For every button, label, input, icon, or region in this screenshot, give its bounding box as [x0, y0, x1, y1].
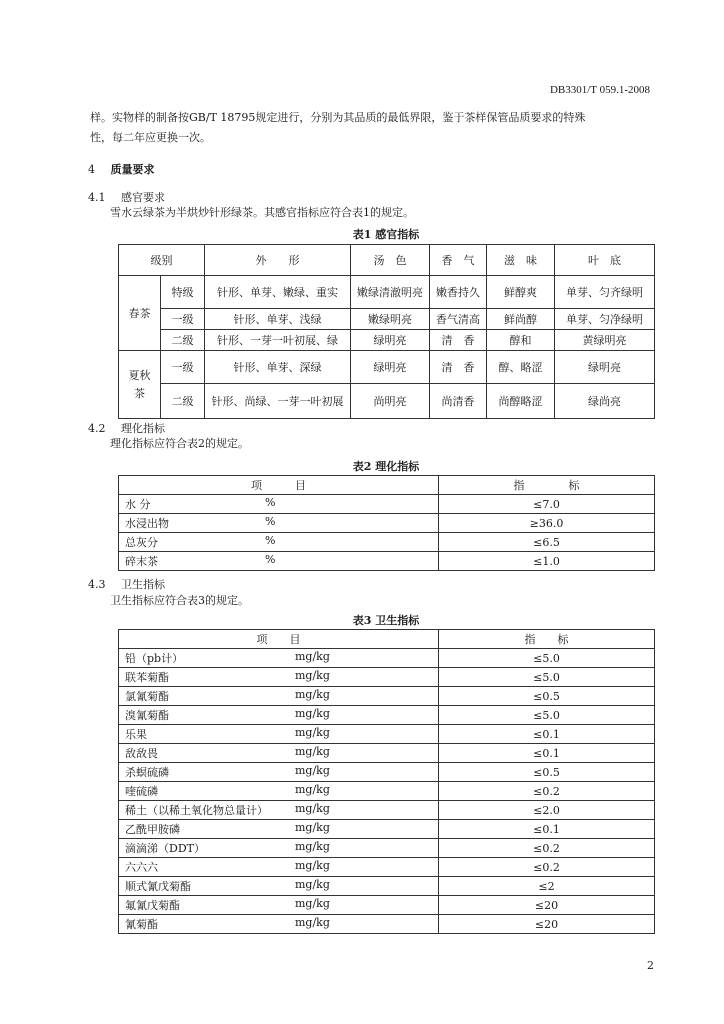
- item-name: 杀螟硫磷: [125, 766, 169, 779]
- value-cell: ≤0.1: [439, 744, 655, 763]
- header-cell: 外 形: [205, 245, 351, 276]
- table-2-caption: 表2 理化指标: [352, 460, 420, 473]
- item-cell: [119, 668, 439, 687]
- unit: mg/kg: [295, 707, 330, 720]
- item-name: 顺式氰戊菊酯: [125, 880, 191, 893]
- table-cell: 针形、尚绿、一芽一叶初展: [205, 384, 351, 419]
- table-cell: 尚清香: [430, 384, 487, 419]
- table-cell: 香气清高: [430, 309, 487, 330]
- item-cell: [119, 839, 439, 858]
- header-cell: 滋 味: [487, 245, 555, 276]
- table-row: [119, 801, 655, 820]
- section-number: 4.2: [88, 422, 106, 435]
- item-name: 总灰分: [125, 536, 158, 549]
- season-cell: 春茶: [119, 276, 161, 351]
- section-4-1-text: 雪水云绿茶为半烘炒针形绿茶。其感官指标应符合表1的规定。: [110, 206, 414, 219]
- table-row: [119, 495, 655, 514]
- table-cell: 鲜醇爽: [487, 276, 555, 309]
- section-4-3-text: 卫生指标应符合表3的规定。: [110, 594, 249, 607]
- grade-cell: 二级: [161, 330, 205, 351]
- table-cell: 醇、略涩: [487, 351, 555, 384]
- unit: mg/kg: [295, 669, 330, 682]
- table-row: [119, 649, 655, 668]
- table-row: [119, 725, 655, 744]
- unit: mg/kg: [295, 783, 330, 796]
- table-cell: 绿明亮: [351, 351, 430, 384]
- item-cell: [119, 533, 439, 552]
- item-cell: [119, 877, 439, 896]
- grade-cell: 二级: [161, 384, 205, 419]
- item-name: 水 分: [125, 498, 151, 511]
- table-row: [119, 276, 655, 309]
- value-cell: ≤20: [439, 915, 655, 934]
- header-cell: 叶 底: [555, 245, 655, 276]
- unit: mg/kg: [295, 650, 330, 663]
- table-row: [119, 533, 655, 552]
- item-name: 乙酰甲胺磷: [125, 823, 180, 836]
- table-row: [119, 858, 655, 877]
- physicochemical-table: [118, 475, 655, 571]
- table-cell: 醇和: [487, 330, 555, 351]
- table-cell: 单芽、匀净绿明: [555, 309, 655, 330]
- table-cell: 清 香: [430, 330, 487, 351]
- value-cell: ≤0.1: [439, 820, 655, 839]
- value-cell: ≤0.2: [439, 858, 655, 877]
- unit: mg/kg: [295, 764, 330, 777]
- table-row: [119, 668, 655, 687]
- item-name: 喹硫磷: [125, 785, 158, 798]
- page-number: 2: [647, 959, 654, 972]
- value-cell: ≤1.0: [439, 552, 655, 571]
- item-cell: [119, 820, 439, 839]
- table-cell: 清 香: [430, 351, 487, 384]
- item-name: 氟氰戊菊酯: [125, 899, 180, 912]
- table-cell: 针形、单芽、浅绿: [205, 309, 351, 330]
- table-row: [119, 839, 655, 858]
- unit: mg/kg: [295, 916, 330, 929]
- table-row: [119, 330, 655, 351]
- section-title: 理化指标: [121, 422, 165, 435]
- item-name: 乐果: [125, 728, 147, 741]
- unit: mg/kg: [295, 821, 330, 834]
- section-number: 4.1: [88, 191, 106, 204]
- item-cell: [119, 915, 439, 934]
- item-cell: [119, 552, 439, 571]
- intro-line-1: 样。实物样的制备按GB/T 18795规定进行，分别为其品质的最低界限，鉴于茶样保管品质要求的特殊: [90, 111, 586, 124]
- table-cell: 嫩绿清澈明亮: [351, 276, 430, 309]
- table-cell: 针形、一芽一叶初展、绿: [205, 330, 351, 351]
- section-4-2-text: 理化指标应符合表2的规定。: [110, 437, 249, 450]
- item-cell: [119, 801, 439, 820]
- table-row: [119, 744, 655, 763]
- unit: mg/kg: [295, 878, 330, 891]
- value-cell: ≤7.0: [439, 495, 655, 514]
- table-cell: 绿明亮: [555, 351, 655, 384]
- item-name: 水浸出物: [125, 517, 169, 530]
- item-cell: [119, 495, 439, 514]
- section-4-3-heading: [88, 576, 165, 592]
- value-cell: ≤5.0: [439, 649, 655, 668]
- unit: mg/kg: [295, 688, 330, 701]
- hygiene-table: [118, 629, 655, 934]
- document-id: DB3301/T 059.1-2008: [549, 84, 650, 96]
- section-title: 感官要求: [121, 191, 165, 204]
- grade-cell: 一级: [161, 309, 205, 330]
- value-cell: ≤5.0: [439, 668, 655, 687]
- table-cell: 绿尚亮: [555, 384, 655, 419]
- table-row: [119, 309, 655, 330]
- item-cell: [119, 514, 439, 533]
- item-name: 滴滴涕（DDT）: [125, 842, 205, 855]
- table-row: [119, 763, 655, 782]
- grade-cell: 一级: [161, 351, 205, 384]
- table-row: [119, 820, 655, 839]
- table-row: [119, 896, 655, 915]
- value-cell: ≤2: [439, 877, 655, 896]
- unit: %: [265, 534, 276, 547]
- section-4-heading: [88, 161, 155, 177]
- item-cell: [119, 706, 439, 725]
- item-name: 溴氰菊酯: [125, 709, 169, 722]
- table-row: [119, 782, 655, 801]
- section-title: 卫生指标: [121, 578, 165, 591]
- table-row: [119, 706, 655, 725]
- table-1-caption: 表1 感官指标: [352, 228, 420, 241]
- value-cell: ≤0.1: [439, 725, 655, 744]
- item-cell: [119, 725, 439, 744]
- unit: %: [265, 496, 276, 509]
- header-cell: 指 标: [439, 476, 655, 495]
- unit: mg/kg: [295, 840, 330, 853]
- item-name: 敌敌畏: [125, 747, 158, 760]
- table-cell: 嫩香持久: [430, 276, 487, 309]
- header-cell: 项 目: [119, 630, 439, 649]
- unit: mg/kg: [295, 745, 330, 758]
- unit: mg/kg: [295, 726, 330, 739]
- item-cell: [119, 782, 439, 801]
- table-cell: 尚明亮: [351, 384, 430, 419]
- item-name: 碎末茶: [125, 555, 158, 568]
- item-name: 稀土（以稀土氧化物总量计）: [125, 804, 268, 817]
- item-name: 氯氰菊酯: [125, 690, 169, 703]
- value-cell: ≤2.0: [439, 801, 655, 820]
- item-name: 铅（pb计）: [125, 652, 184, 665]
- table-3-caption: 表3 卫生指标: [352, 614, 420, 627]
- value-cell: ≤6.5: [439, 533, 655, 552]
- header-cell: 汤 色: [351, 245, 430, 276]
- table-cell: 针形、单芽、嫩绿、重实: [205, 276, 351, 309]
- item-cell: [119, 687, 439, 706]
- unit: mg/kg: [295, 859, 330, 872]
- season-cell: 夏秋茶: [119, 351, 161, 419]
- item-cell: [119, 896, 439, 915]
- section-number: 4.3: [88, 578, 106, 591]
- value-cell: ≤0.2: [439, 782, 655, 801]
- value-cell: ≥36.0: [439, 514, 655, 533]
- value-cell: ≤5.0: [439, 706, 655, 725]
- value-cell: ≤0.5: [439, 763, 655, 782]
- item-cell: [119, 763, 439, 782]
- table-row: [119, 514, 655, 533]
- item-name: 氰菊酯: [125, 918, 158, 931]
- table-cell: 针形、单芽、深绿: [205, 351, 351, 384]
- table-row: [119, 351, 655, 384]
- table-cell: 绿明亮: [351, 330, 430, 351]
- table-row: [119, 687, 655, 706]
- table-cell: 黄绿明亮: [555, 330, 655, 351]
- grade-cell: 特级: [161, 276, 205, 309]
- section-title: 质量要求: [110, 163, 155, 176]
- section-number: 4: [88, 163, 95, 176]
- header-cell: 级别: [119, 245, 205, 276]
- unit: %: [265, 553, 276, 566]
- item-name: 联苯菊酯: [125, 671, 169, 684]
- item-cell: [119, 744, 439, 763]
- table-cell: 嫩绿明亮: [351, 309, 430, 330]
- table-row: [119, 915, 655, 934]
- item-cell: [119, 858, 439, 877]
- unit: %: [265, 515, 276, 528]
- table-cell: 单芽、匀齐绿明: [555, 276, 655, 309]
- sensory-table: [118, 244, 655, 419]
- value-cell: ≤0.2: [439, 839, 655, 858]
- value-cell: ≤0.5: [439, 687, 655, 706]
- table-row: [119, 877, 655, 896]
- value-cell: ≤20: [439, 896, 655, 915]
- intro-line-2: 性，每二年应更换一次。: [90, 131, 211, 144]
- item-cell: [119, 649, 439, 668]
- item-name: 六六六: [125, 861, 158, 874]
- table-cell: 鲜尚醇: [487, 309, 555, 330]
- header-cell: 香 气: [430, 245, 487, 276]
- table-cell: 尚醇略涩: [487, 384, 555, 419]
- unit: mg/kg: [295, 802, 330, 815]
- table-row: [119, 384, 655, 419]
- header-cell: 项 目: [119, 476, 439, 495]
- header-cell: 指 标: [439, 630, 655, 649]
- table-row: [119, 552, 655, 571]
- unit: mg/kg: [295, 897, 330, 910]
